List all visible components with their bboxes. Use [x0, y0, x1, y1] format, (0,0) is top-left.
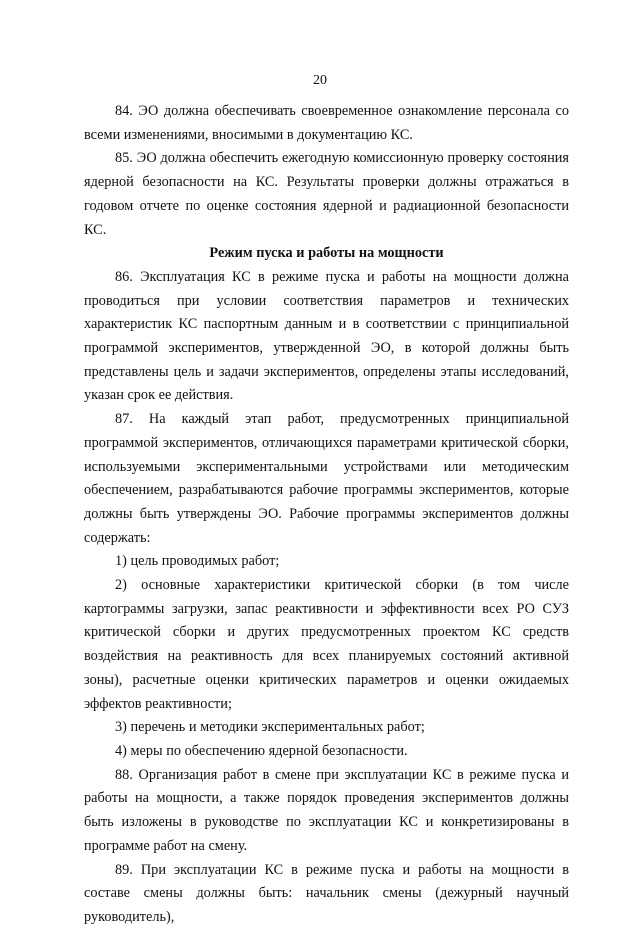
paragraph-87: 87. На каждый этап работ, предусмотренных принципиальной программой экспериментов, отличающихся параметрами критической сборки, используемыми экспериментальными устройствами или методическим обеспечением, разрабатываются рабочие программы экспериментов, которые должны быть утверждены ЭО. Рабочие программы экспериментов должны содержать:: [84, 411, 569, 546]
paragraph-84: 84. ЭО должна обеспечивать своевременное ознакомление персонала со всеми изменениями, вносимыми в документацию КС.: [84, 103, 569, 143]
list-item-4: 4) меры по обеспечению ядерной безопасности.: [115, 742, 408, 759]
section-heading: Режим пуска и работы на мощности: [209, 245, 444, 262]
list-item-1: 1) цель проводимых работ;: [115, 553, 280, 570]
paragraph-88: 88. Организация работ в смене при эксплуатации КС в режиме пуска и работы на мощности, а также порядок проведения экспериментов должны быть изложены в руководстве по эксплуатации КС и конкретизированы в программе работ на смену.: [84, 766, 569, 854]
list-item-2: 2) основные характеристики критической сборки (в том числе картограммы загрузки, запас реактивности и эффективности всех РО СУЗ критической сборки и других предусмотренных проектом КС средств воздействия на реактивность для всех планируемых состояний активной зоны), расчетные оценки критических параметров и оценки ожидаемых эффектов реактивности;: [84, 577, 569, 712]
paragraph-85: 85. ЭО должна обеспечить ежегодную комиссионную проверку состояния ядерной безопасности на КС. Результаты проверки должны отражаться в годовом отчете по оценке состояния ядерной и радиационной безопасности КС.: [84, 150, 569, 238]
list-item-3: 3) перечень и методики экспериментальных работ;: [115, 719, 425, 736]
paragraph-86: 86. Эксплуатация КС в режиме пуска и работы на мощности должна проводиться при условии соответствия параметров и технических характеристик КС паспортным данным и в соответствии с принципиальной программой экспериментов, утвержденной ЭО, в которой должны быть представлены цель и задачи экспериментов, определены этапы исследований, указан срок ее действия.: [84, 268, 569, 404]
page-number: 20: [313, 73, 327, 88]
document-body: [84, 100, 569, 930]
paragraph-89: 89. При эксплуатации КС в режиме пуска и работы на мощности в составе смены должны быть: начальник смены (дежурный научный руководитель),: [84, 861, 569, 925]
